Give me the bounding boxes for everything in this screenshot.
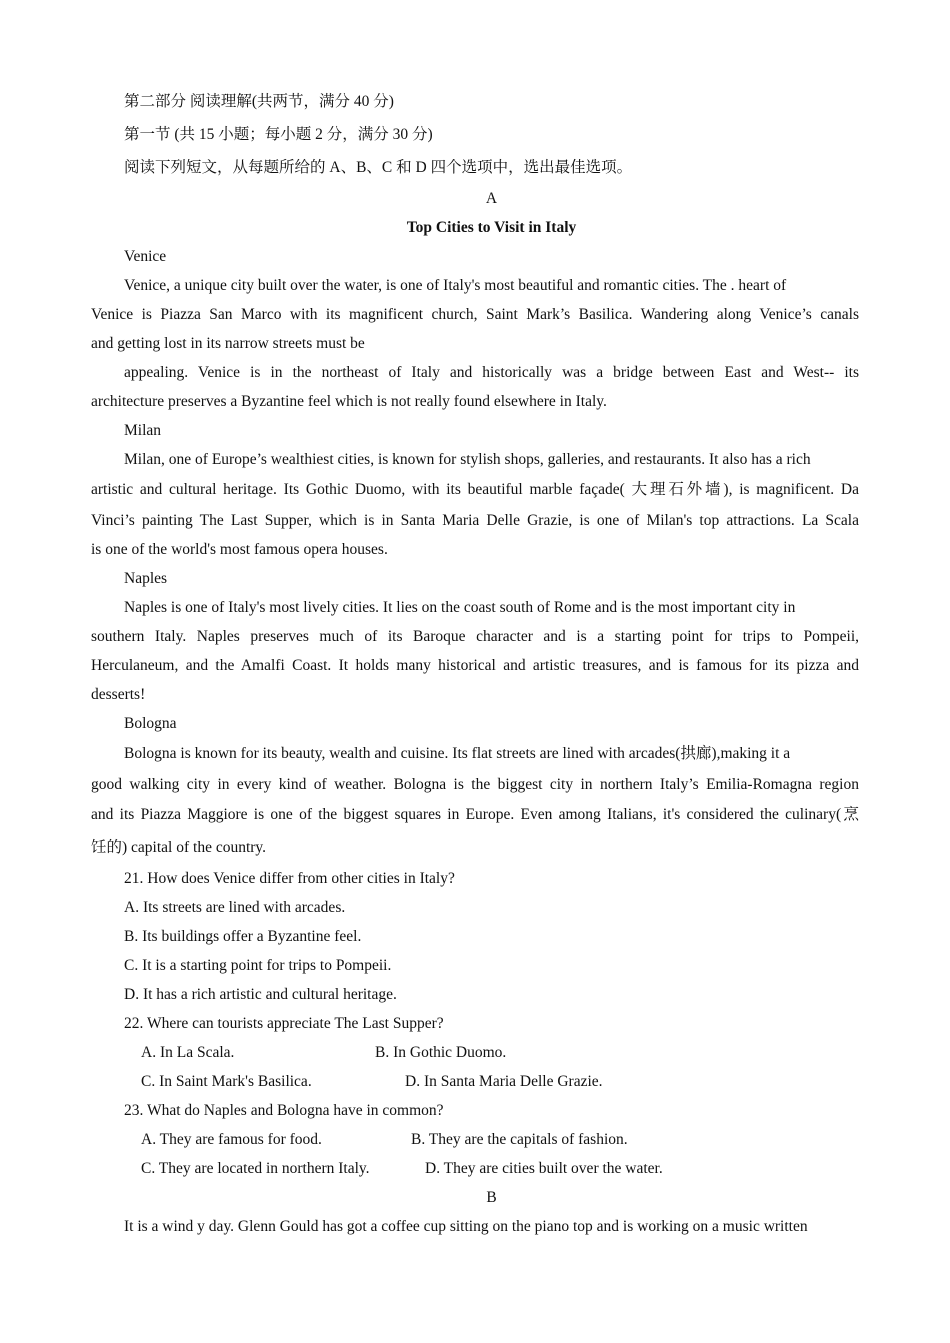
question-22-option-c: C. In Saint Mark's Basilica. [141, 1073, 312, 1090]
naples-line: Herculaneum, and the Amalfi Coast. It holds many historical and artistic treasures, and is famous for its pizza and [91, 657, 859, 674]
bologna-line: and its Piazza Maggiore is one of the biggest squares in Europe. Even among Italians, it's considered the culinary(烹 [91, 806, 859, 823]
naples-line: desserts! [91, 686, 146, 703]
question-22-option-a: A. In La Scala. [141, 1044, 235, 1061]
naples-line: Naples is one of Italy's most lively cities. It lies on the coast south of Rome and is the most important city in [124, 599, 796, 616]
question-22-option-d: D. In Santa Maria Delle Grazie. [405, 1073, 603, 1090]
milan-line: Vinci’s painting The Last Supper, which is in Santa Maria Delle Grazie, is one of Milan's top attractions. La Scala [91, 512, 859, 529]
milan-line: Milan, one of Europe’s wealthiest cities, is known for stylish shops, galleries, and restaurants. It also has a rich [124, 451, 811, 468]
question-23-stem: 23. What do Naples and Bologna have in common? [124, 1102, 444, 1119]
bologna-heading: Bologna [124, 715, 177, 732]
part-heading: 第二部分 阅读理解(共两节，满分 40 分) [124, 93, 394, 110]
venice-heading: Venice [124, 248, 167, 265]
question-22-stem: 22. Where can tourists appreciate The Last Supper? [124, 1015, 444, 1032]
naples-heading: Naples [124, 570, 168, 587]
bologna-line: 饪的) capital of the country. [91, 839, 267, 856]
question-23-option-b: B. They are the capitals of fashion. [411, 1131, 628, 1148]
passage-a-letter: A [485, 190, 498, 207]
question-21-option-a: A. Its streets are lined with arcades. [124, 899, 346, 916]
question-23-option-a: A. They are famous for food. [141, 1131, 322, 1148]
instruction-text: 阅读下列短文，从每题所给的 A、B、C 和 D 四个选项中，选出最佳选项。 [124, 159, 633, 176]
bologna-line: good walking city in every kind of weather. Bologna is the biggest city in northern Italy’s Emilia-Romagna region [91, 776, 859, 793]
question-21-option-d: D. It has a rich artistic and cultural heritage. [124, 986, 397, 1003]
milan-line: is one of the world's most famous opera houses. [91, 541, 388, 558]
question-23-option-c: C. They are located in northern Italy. [141, 1160, 370, 1177]
naples-line: southern Italy. Naples preserves much of its Baroque character and is a starting point for trips to Pompeii, [91, 628, 859, 645]
section-heading: 第一节 (共 15 小题；每小题 2 分，满分 30 分) [124, 126, 433, 143]
bologna-line: Bologna is known for its beauty, wealth and cuisine. Its flat streets are lined with arcades(拱廊),making it a [124, 745, 791, 762]
passage-a-title: Top Cities to Visit in Italy [406, 219, 577, 236]
venice-line: Venice is Piazza San Marco with its magnificent church, Saint Mark’s Basilica. Wandering along Venice’s canals [91, 306, 859, 323]
venice-line: Venice, a unique city built over the water, is one of Italy's most beautiful and romantic cities. The . heart of [124, 277, 787, 294]
question-21-option-b: B. Its buildings offer a Byzantine feel. [124, 928, 362, 945]
passage-b-letter: B [486, 1189, 497, 1206]
question-21-option-c: C. It is a starting point for trips to Pompeii. [124, 957, 392, 974]
venice-line: and getting lost in its narrow streets must be [91, 335, 365, 352]
venice-line: architecture preserves a Byzantine feel which is not really found elsewhere in Italy. [91, 393, 607, 410]
question-23-option-d: D. They are cities built over the water. [425, 1160, 663, 1177]
question-21-stem: 21. How does Venice differ from other cities in Italy? [124, 870, 455, 887]
milan-heading: Milan [124, 422, 162, 439]
venice-line: appealing. Venice is in the northeast of Italy and historically was a bridge between East and West-- its [124, 364, 859, 381]
milan-line: artistic and cultural heritage. Its Gothic Duomo, with its beautiful marble façade( 大理石外墙), is magnificent. Da [91, 481, 859, 498]
passage-b-line: It is a wind y day. Glenn Gould has got a coffee cup sitting on the piano top and is working on a music written [124, 1218, 808, 1235]
question-22-option-b: B. In Gothic Duomo. [375, 1044, 507, 1061]
